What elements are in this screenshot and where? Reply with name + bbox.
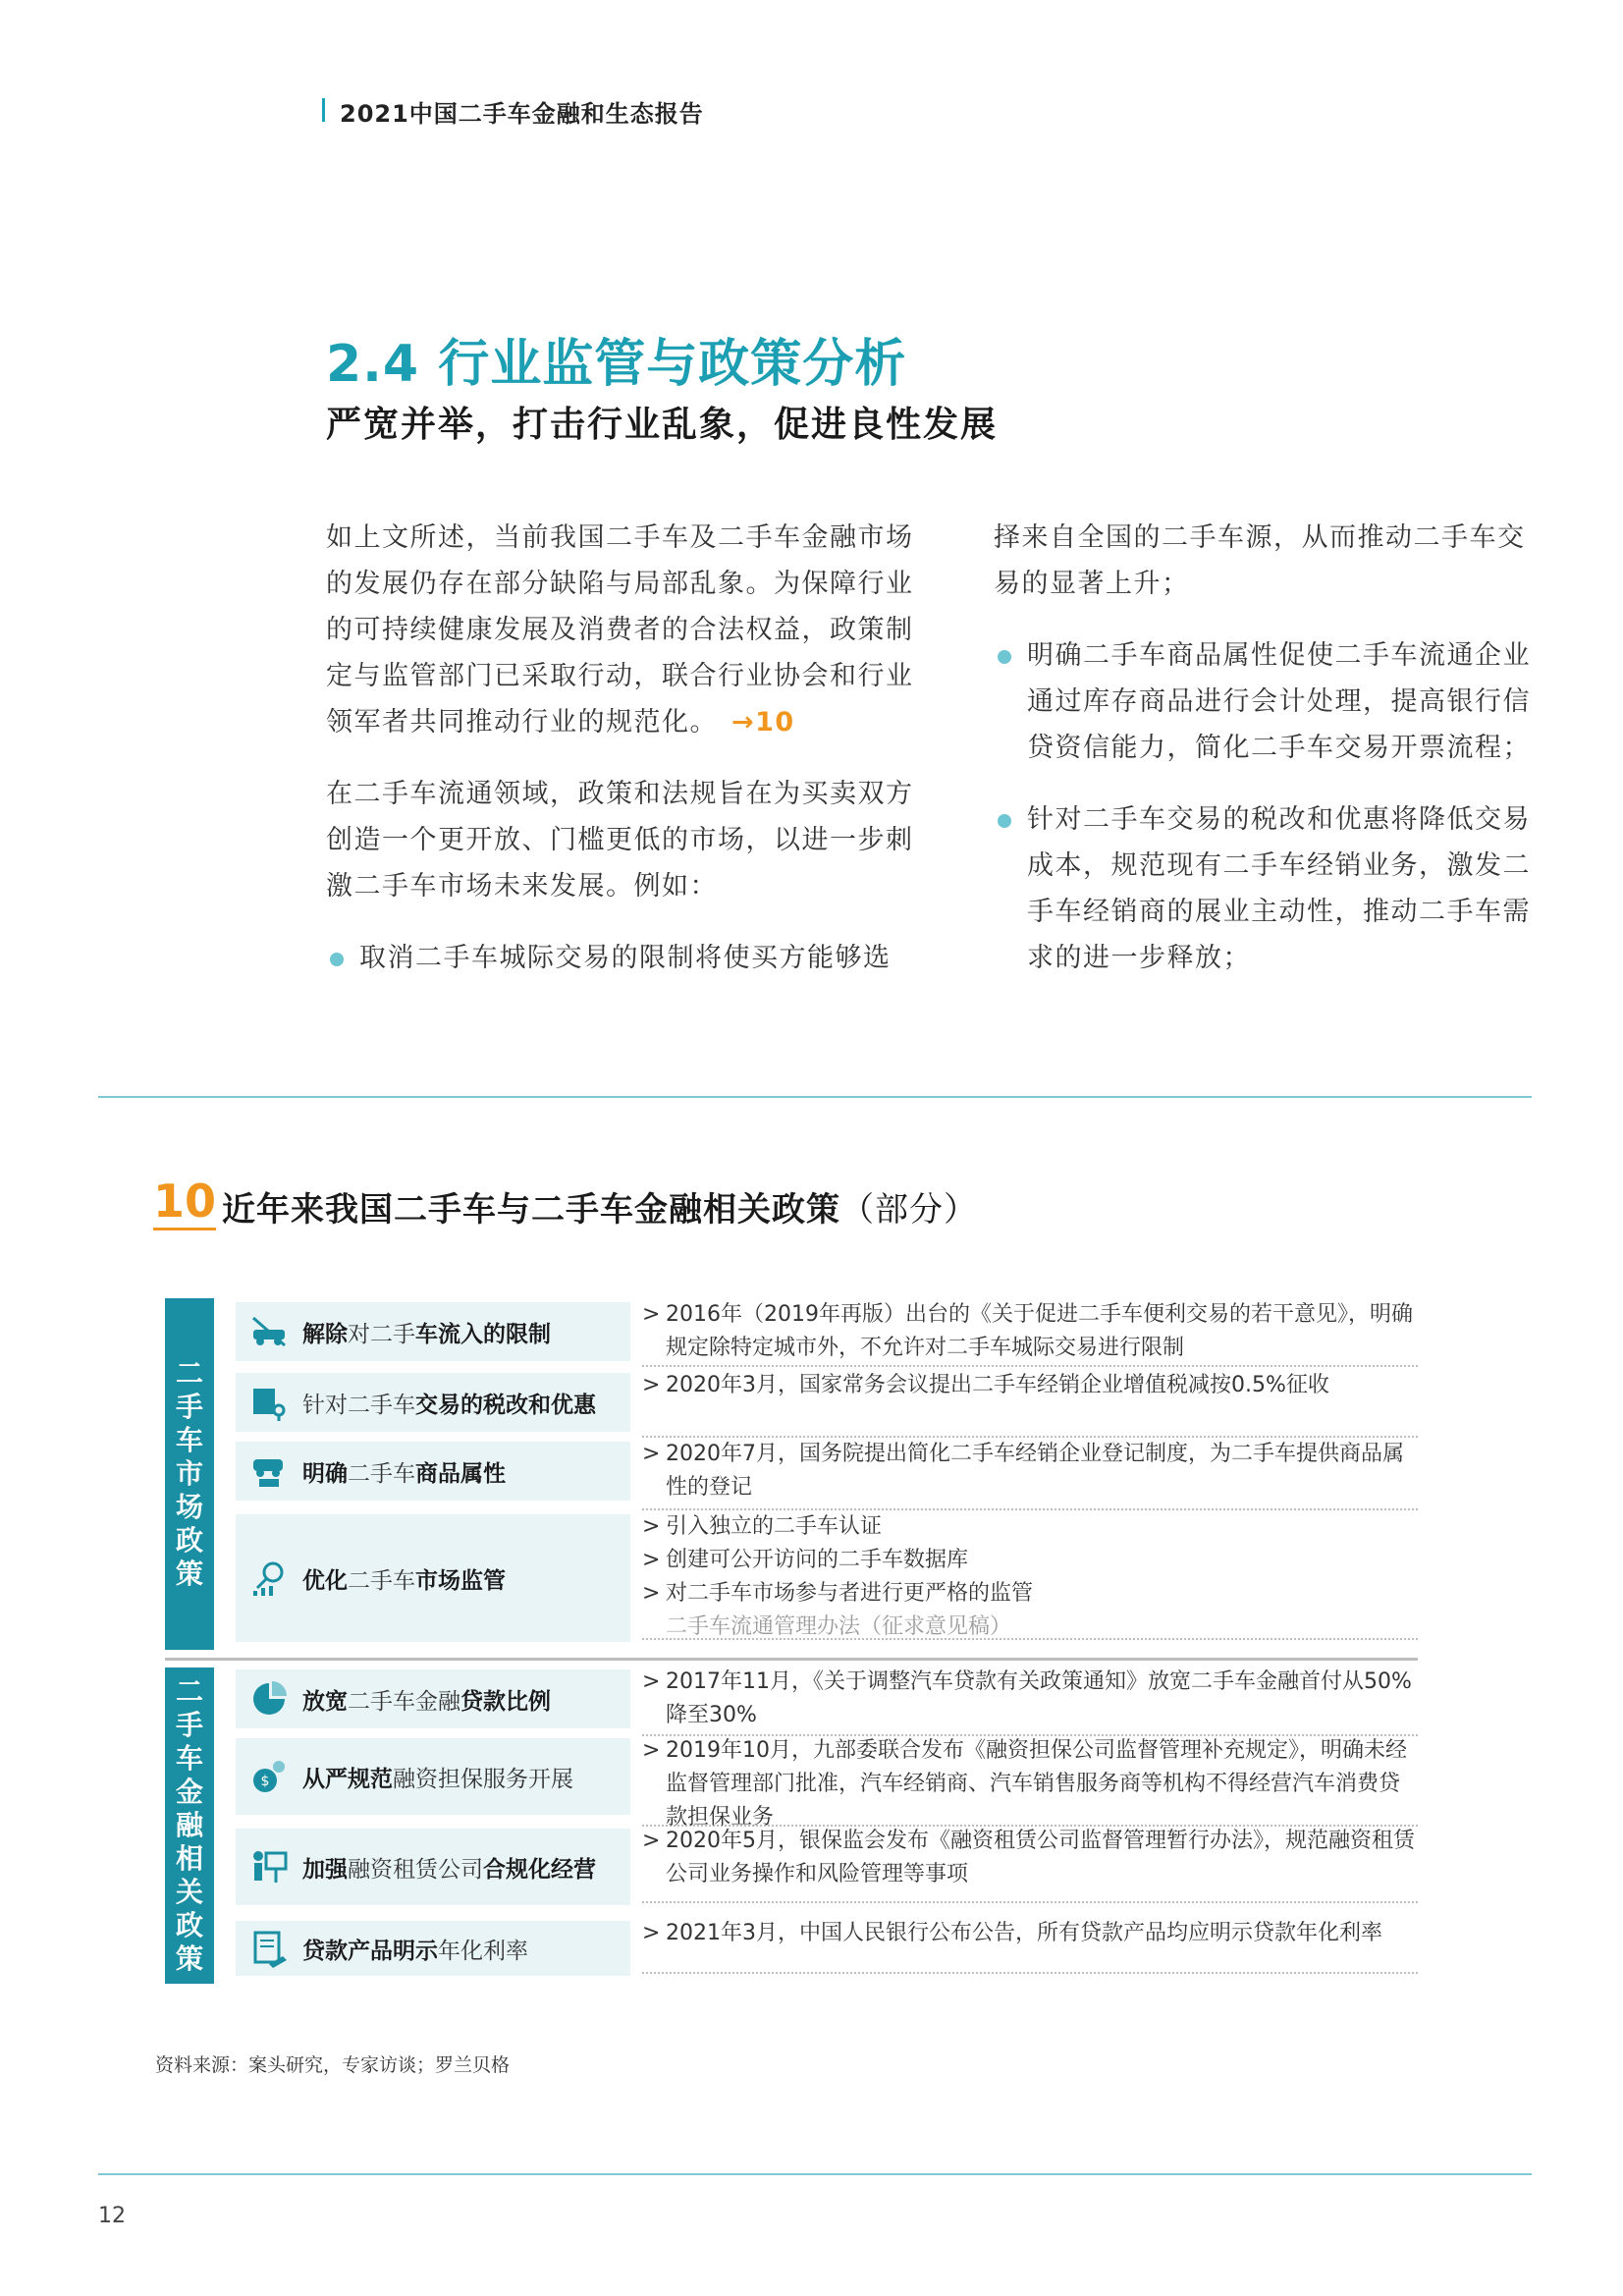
figure-title (222, 1182, 978, 1230)
policy-row-description (642, 1917, 1418, 1974)
policy-row-description (642, 1666, 1418, 1736)
bullet-text: 取消二手车城际交易的限制将使买方能够选 (359, 943, 892, 973)
policy-row-title (302, 1683, 551, 1716)
policy-row-label (236, 1302, 630, 1361)
policy-row-title-emphasis: 车流入的限制 (415, 1321, 551, 1347)
section-title: 2.4 行业监管与政策分析 (326, 335, 907, 394)
policy-description-line (642, 1369, 1418, 1402)
presenter-icon (249, 1847, 289, 1886)
policy-description-text: 2017年11月，《关于调整汽车贷款有关政策通知》放宽二手车金融首付从50%降至30% (666, 1669, 1412, 1727)
policy-row-title-text: 针对二手车 (302, 1392, 415, 1418)
group-label-char: 二 (175, 1357, 203, 1390)
group-band-market-policy (165, 1298, 214, 1650)
chevron-right-icon: > (642, 1829, 661, 1853)
policy-description-text: 2020年5月，银保监会发布《融资租赁公司监督管理暂行办法》，规范融资租赁公司业务操作和风险管理等事项 (666, 1829, 1415, 1886)
policy-description-line (642, 1510, 1418, 1544)
policy-row-title-emphasis: 商品属性 (415, 1460, 506, 1487)
policy-description-text: 2020年7月，国务院提出简化二手车经销企业登记制度，为二手车提供商品属性的登记 (666, 1442, 1404, 1500)
policy-description-line (642, 1544, 1418, 1577)
chevron-right-icon: > (642, 1442, 661, 1466)
policy-row-title (302, 1455, 506, 1488)
policy-row-title-emphasis: 合规化经营 (483, 1856, 596, 1883)
policy-row-title-text: 二手车 (348, 1460, 415, 1487)
group-label-char: 相 (175, 1842, 203, 1875)
policy-row-title (302, 1851, 596, 1884)
policy-row-title-text: 对二手 (348, 1321, 415, 1347)
car-barrier-icon (249, 1312, 289, 1351)
bullet-text: 针对二手车交易的税改和优惠将降低交易成本，规范现有二手车经销业务，激发二手车经销商的展业主动性，推动二手车需求的进一步释放； (1027, 804, 1531, 973)
paragraph-intro-text: 如上文所述，当前我国二手车及二手车金融市场的发展仍存在部分缺陷与局部乱象。为保障行业的可持续健康发展及消费者的合法权益，政策制定与监管部门已采取行动，联合行业协会和行业领军者共同推动行业的规范化。 (326, 522, 914, 738)
policy-description-line (642, 1825, 1418, 1891)
group-label-char: 手 (175, 1709, 203, 1741)
figure-reference-link[interactable]: →10 (731, 707, 795, 738)
group-label-char: 关 (175, 1876, 203, 1908)
policy-description-text: 创建可公开访问的二手车数据库 (666, 1548, 969, 1572)
bullet-dot-icon (330, 953, 344, 966)
policy-row-title-emphasis: 加强 (302, 1856, 348, 1883)
bullet-item-3 (994, 796, 1549, 981)
policy-row-title (302, 1316, 551, 1348)
policy-row-title-text: 二手车金融 (348, 1688, 460, 1715)
policy-description-text: 2020年3月，国家常务会议提出二手车经销企业增值税减按0.5%征收 (666, 1373, 1329, 1397)
policy-row-title-emphasis: 放宽 (302, 1688, 348, 1715)
figure-title-text: 近年来我国二手车与二手车金融相关政策 (222, 1190, 840, 1230)
policy-row-title-emphasis: 交易的税改和优惠 (415, 1392, 596, 1418)
group-label-char: 车 (175, 1742, 203, 1775)
source-note: 资料来源：案头研究，专家访谈；罗兰贝格 (155, 2054, 511, 2076)
footer-divider (98, 2173, 1532, 2175)
body-column-right (994, 515, 1549, 1007)
policy-row-title-emphasis: 解除 (302, 1321, 348, 1347)
policy-row-title-text: 年化利率 (438, 1938, 528, 1964)
policy-row-description (642, 1825, 1418, 1903)
magnifier-chart-icon (249, 1558, 289, 1598)
policy-row-title-text: 二手车 (348, 1567, 415, 1594)
policy-description-text: 2016年（2019年再版）出台的《关于促进二手车便利交易的若干意见》，明确规定除特定城市外，不允许对二手车城际交易进行限制 (666, 1302, 1413, 1360)
group-label-char: 金 (175, 1776, 203, 1808)
chevron-right-icon: > (642, 1373, 661, 1397)
bullet-dot-icon (998, 814, 1011, 828)
group-label-char: 手 (175, 1391, 203, 1423)
bullet-item-2 (994, 632, 1549, 771)
money-bag-icon (249, 1757, 289, 1796)
policy-row-title-emphasis: 贷款比例 (460, 1688, 551, 1715)
policy-row-title-text: 融资担保服务开展 (393, 1766, 573, 1792)
policy-description-text: 对二手车市场参与者进行更严格的监管 (666, 1581, 1034, 1606)
svg-text:$: $ (260, 1774, 270, 1789)
policy-row-title (302, 1387, 596, 1419)
body-column-left (326, 515, 927, 981)
chevron-right-icon: > (642, 1921, 661, 1945)
group-label-char: 融 (175, 1809, 203, 1841)
tax-key-icon (249, 1383, 289, 1422)
figure-number: 10 (153, 1176, 216, 1230)
policy-description-line (642, 1917, 1418, 1950)
policy-description-line (642, 1666, 1418, 1732)
policy-row-description (642, 1510, 1418, 1640)
policy-row-description (642, 1438, 1418, 1510)
group-label-char: 二 (175, 1675, 203, 1708)
bullet-dot-icon (998, 650, 1011, 664)
group-label-char: 市 (175, 1457, 203, 1490)
page-number: 12 (98, 2204, 126, 2228)
policy-description-text: 2019年10月，九部委联合发布《融资担保公司监督管理补充规定》，明确未经监督管理部门批准，汽车经销商、汽车销售服务商等机构不得经营汽车消费贷款担保业务 (666, 1738, 1407, 1830)
policy-row-title (302, 1761, 573, 1793)
chevron-right-icon: > (642, 1669, 661, 1694)
group-label-char: 策 (175, 1558, 203, 1590)
policy-row-label (236, 1373, 630, 1432)
pie-chart-icon (249, 1679, 289, 1719)
policy-row-title-emphasis: 从严规范 (302, 1766, 393, 1792)
car-tag-icon (249, 1451, 289, 1491)
policy-row-label (236, 1738, 630, 1815)
policy-description-line (642, 1438, 1418, 1504)
chevron-right-icon: > (642, 1548, 661, 1572)
chevron-right-icon: > (642, 1738, 661, 1763)
policy-row-label (236, 1514, 630, 1642)
section-subtitle: 严宽并举，打击行业乱象，促进良性发展 (326, 405, 999, 445)
group-label-char: 场 (175, 1491, 203, 1523)
bullet-text: 明确二手车商品属性促使二手车流通企业通过库存商品进行会计处理，提高银行信贷资信能力，简化二手车交易开票流程； (1027, 640, 1531, 763)
policy-row-label (236, 1442, 630, 1501)
policy-row-description (642, 1298, 1418, 1367)
policy-description-line (642, 1298, 1418, 1365)
policy-row-title-emphasis: 市场监管 (415, 1567, 506, 1594)
policy-description-text: 2021年3月，中国人民银行公布公告，所有贷款产品均应明示贷款年化利率 (666, 1921, 1382, 1945)
policy-description-text: 引入独立的二手车认证 (666, 1514, 883, 1539)
report-title: 2021中国二手车金融和生态报告 (340, 100, 704, 128)
policy-row-description (642, 1734, 1418, 1830)
policy-row-title (302, 1562, 506, 1595)
policy-row-title-emphasis: 明确 (302, 1460, 348, 1487)
policy-row-title-emphasis: 优化 (302, 1567, 348, 1594)
bullet-item-1 (326, 935, 927, 981)
policy-row-title (302, 1933, 528, 1965)
chevron-right-icon: > (642, 1514, 661, 1539)
chevron-right-icon: > (642, 1581, 661, 1606)
policy-row-description (642, 1369, 1418, 1438)
group-label-char: 策 (175, 1942, 203, 1975)
chevron-right-icon: > (642, 1302, 661, 1327)
header-accent-bar (322, 98, 325, 122)
policy-row-label (236, 1669, 630, 1728)
policy-row-label (236, 1829, 630, 1905)
paragraph-intro (326, 515, 927, 745)
policy-row-title-emphasis: 贷款产品明示 (302, 1938, 438, 1964)
policy-description-note: 二手车流通管理办法（征求意见稿） (666, 1614, 1012, 1639)
group-band-finance-policy (165, 1667, 214, 1984)
policy-description-line (642, 1577, 1418, 1611)
group-label-char: 政 (175, 1909, 203, 1941)
policy-row-title-text: 融资租赁公司 (348, 1856, 483, 1883)
group-label-char: 车 (175, 1424, 203, 1456)
group-label-char: 政 (175, 1524, 203, 1557)
paragraph-circulation: 在二手车流通领域，政策和法规旨在为买卖双方创造一个更开放、门槛更低的市场，以进一步刺激二手车市场未来发展。例如： (326, 779, 914, 902)
bullet-item-1-continued: 择来自全国的二手车源，从而推动二手车交易的显著上升； (994, 522, 1526, 599)
document-hand-icon (249, 1929, 289, 1968)
figure-title-suffix: （部分） (840, 1190, 978, 1230)
policy-description-line (642, 1734, 1418, 1834)
section-divider (98, 1096, 1532, 1098)
group-divider (165, 1658, 1418, 1661)
policy-row-label (236, 1921, 630, 1976)
